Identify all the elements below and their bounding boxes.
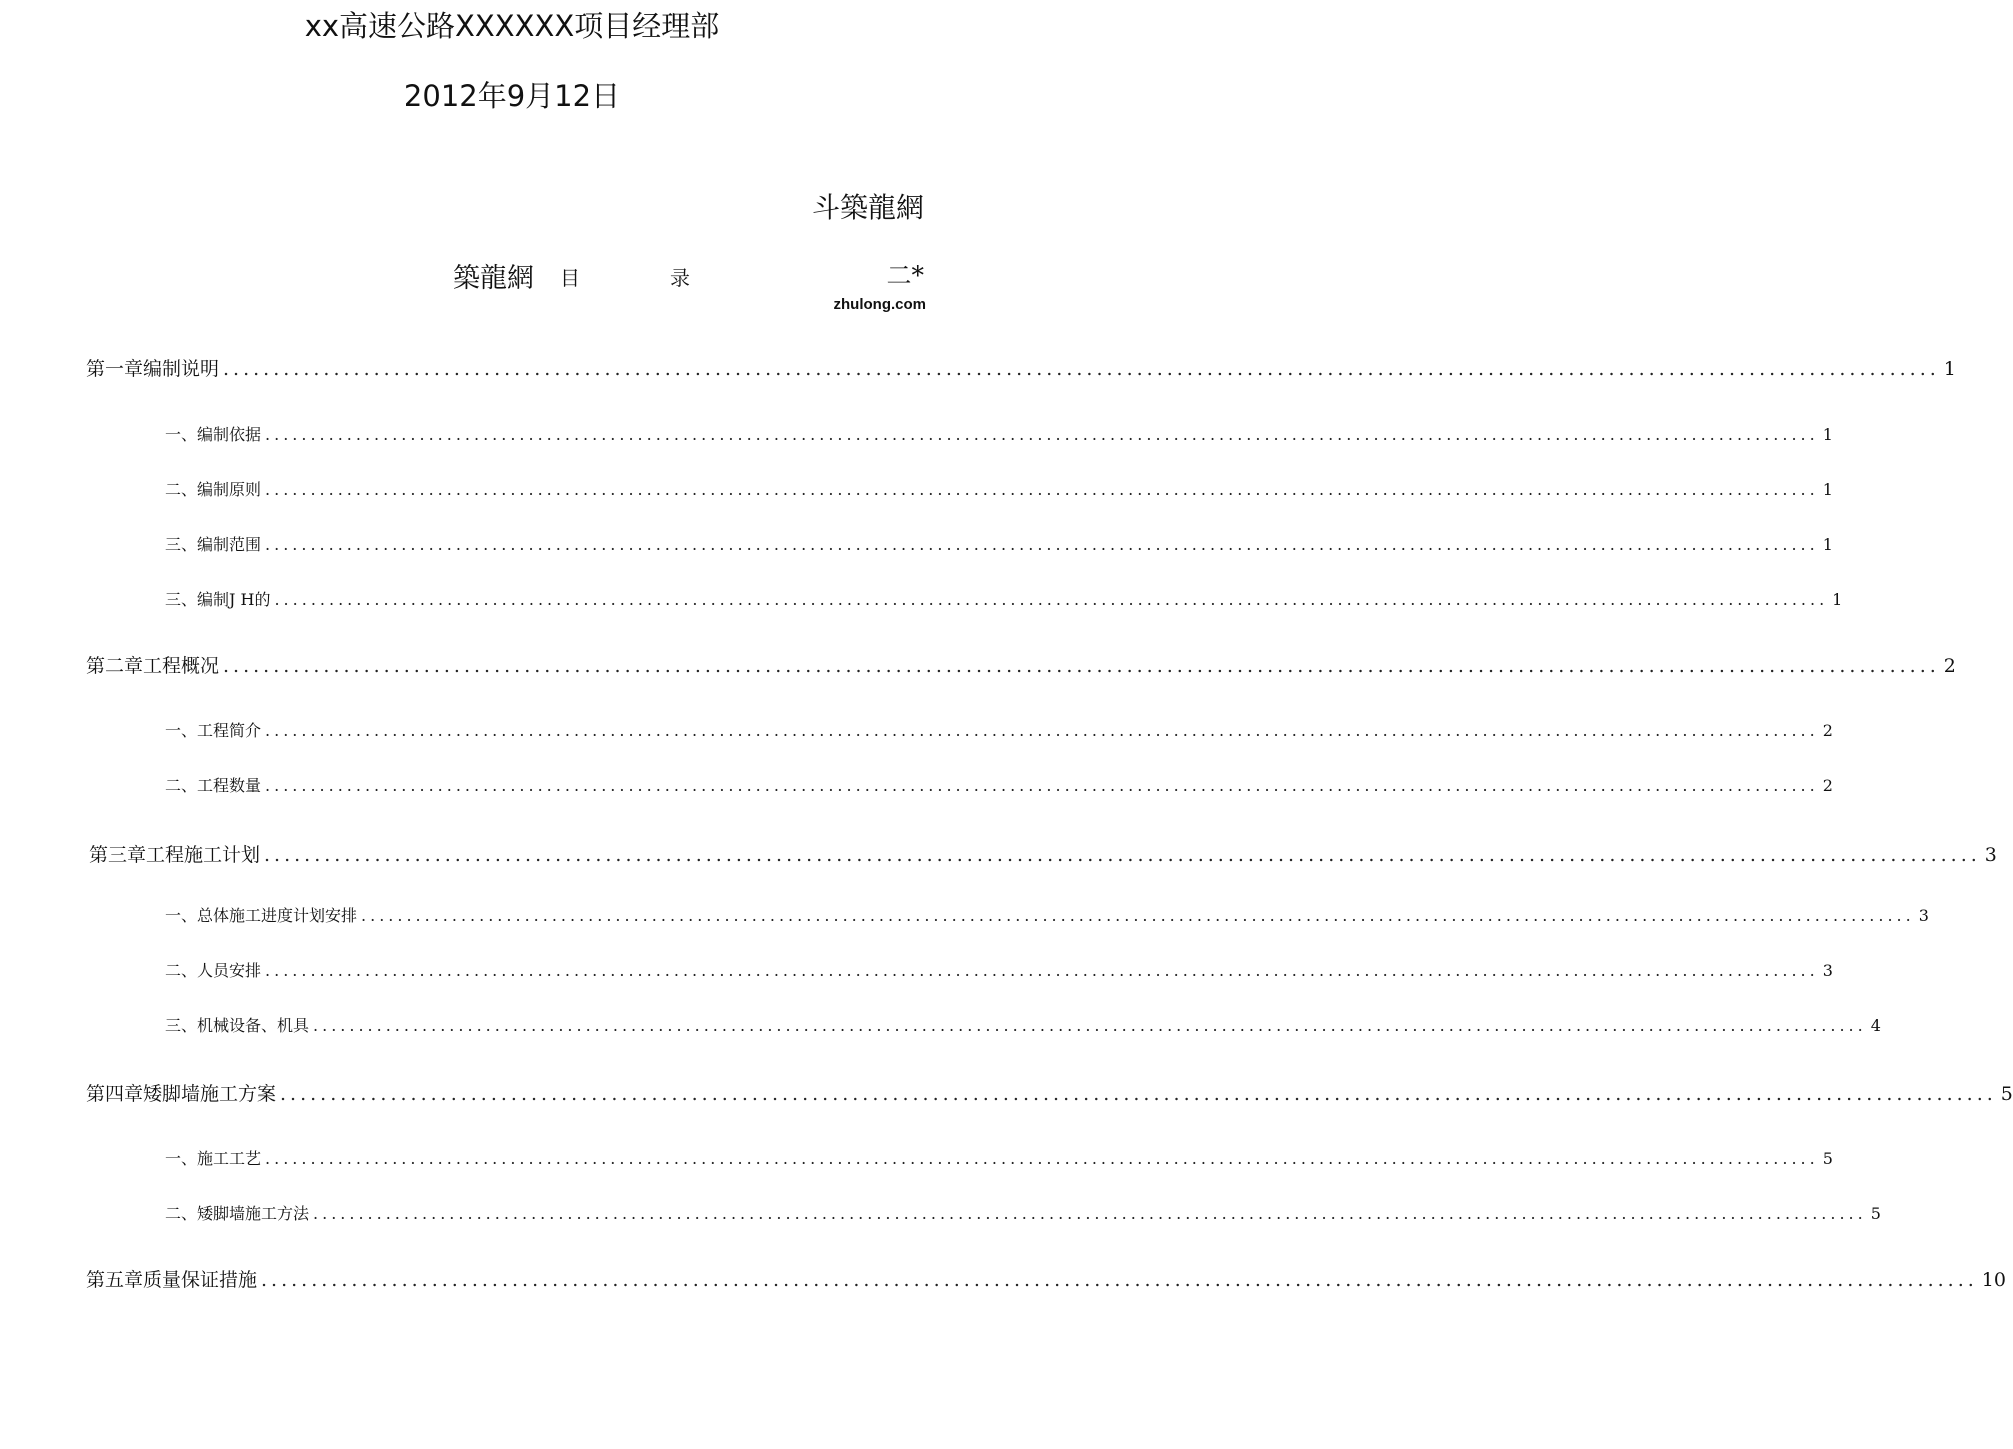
toc-chapter-row[interactable] (86, 1265, 2006, 1293)
toc-entry-label: 三、编制J H的 (165, 590, 271, 609)
toc-page-number: 3 (1984, 844, 1997, 866)
toc-entry-label: 第一章编制说明 (86, 358, 220, 380)
toc-dot-leader: ........................................................................................................................................................................... (361, 906, 1915, 925)
toc-page-number: 3 (1822, 961, 1833, 980)
toc-page-number: 1 (1822, 480, 1833, 499)
toc-page-number: 3 (1918, 906, 1929, 925)
org-title: xx高速公路XXXXXX项目经理部 (304, 9, 720, 43)
toc-dot-leader: ........................................................................................................................................................................... (265, 425, 1819, 444)
toc-entry-label: 二、人员安排 (165, 961, 262, 980)
toc-page-number: 5 (1822, 1149, 1833, 1168)
toc-page-number: 2 (1822, 721, 1833, 740)
toc-chapter-row[interactable] (86, 1079, 2013, 1107)
toc-dot-leader: ........................................................................................................................................................................... (261, 1269, 1978, 1291)
toc-entry-label: 第二章工程概况 (86, 655, 220, 677)
toc-dot-leader: ........................................................................................................................................................................... (280, 1083, 1997, 1105)
toc-page-number: 10 (1981, 1269, 2006, 1291)
toc-dot-leader: ........................................................................................................................................................................... (265, 1149, 1819, 1168)
toc-section-row[interactable] (165, 773, 1833, 801)
toc-entry-label: 第四章矮脚墙施工方案 (86, 1083, 277, 1105)
toc-section-row[interactable] (165, 532, 1833, 560)
toc-chapter-row[interactable] (89, 840, 1997, 868)
toc-section-row[interactable] (165, 477, 1833, 505)
toc-section-row[interactable] (165, 903, 1929, 931)
toc-dot-leader: ........................................................................................................................................................................... (265, 480, 1819, 499)
toc-entry-label: 一、工程简介 (165, 721, 262, 740)
watermark-top-right: 斗築龍網 (811, 191, 924, 224)
toc-entry-label: 二、矮脚墙施工方法 (165, 1204, 310, 1223)
toc-page-number: 4 (1870, 1016, 1881, 1035)
toc-dot-leader: ........................................................................................................................................................................... (265, 721, 1819, 740)
toc-entry-label: 第三章工程施工计划 (89, 844, 261, 866)
toc-page-number: 1 (1943, 358, 1956, 380)
toc-dot-leader: ........................................................................................................................................................................... (265, 961, 1819, 980)
toc-title-mu: 目 (560, 266, 580, 290)
toc-dot-leader: ........................................................................................................................................................................... (265, 535, 1819, 554)
watermark-mid-right: 二* (886, 261, 924, 290)
watermark-mid-left: 築龍網 (453, 263, 534, 294)
toc-page-number: 1 (1822, 535, 1833, 554)
watermark-site: zhulong.com (833, 296, 926, 313)
toc-entry-label: 二、编制原则 (165, 480, 262, 499)
toc-page-number: 1 (1822, 425, 1833, 444)
toc-entry-label: 一、总体施工进度计划安排 (165, 906, 358, 925)
toc-entry-label: 一、编制依据 (165, 425, 262, 444)
toc-section-row[interactable] (165, 718, 1833, 746)
toc-entry-label: 三、编制范围 (165, 535, 262, 554)
toc-dot-leader: ........................................................................................................................................................................... (264, 844, 1981, 866)
toc-dot-leader: ........................................................................................................................................................................... (274, 590, 1829, 609)
toc-page-number: 5 (2000, 1083, 2013, 1105)
toc-page-number: 2 (1943, 655, 1956, 677)
document-date: 2012年9月12日 (403, 79, 621, 113)
toc-title-lu: 录 (670, 266, 690, 290)
toc-dot-leader: ........................................................................................................................................................................... (313, 1016, 1867, 1035)
toc-chapter-row[interactable] (86, 651, 1956, 679)
toc-page-number: 5 (1870, 1204, 1881, 1223)
toc-page-number: 1 (1832, 590, 1843, 609)
toc-section-row[interactable] (165, 1146, 1833, 1174)
toc-entry-label: 三、机械设备、机具 (165, 1016, 310, 1035)
toc-dot-leader: ........................................................................................................................................................................... (265, 776, 1819, 795)
toc-entry-label: 二、工程数量 (165, 776, 262, 795)
toc-dot-leader: ........................................................................................................................................................................... (223, 655, 1940, 677)
toc-section-row[interactable] (165, 1013, 1881, 1041)
toc-section-row[interactable] (165, 1201, 1881, 1229)
toc-section-row[interactable] (165, 958, 1833, 986)
toc-entry-label: 第五章质量保证措施 (86, 1269, 258, 1291)
toc-page-number: 2 (1822, 776, 1833, 795)
toc-chapter-row[interactable] (86, 354, 1956, 382)
toc-dot-leader: ........................................................................................................................................................................... (223, 358, 1940, 380)
toc-section-row[interactable] (165, 422, 1833, 450)
toc-entry-label: 一、施工工艺 (165, 1149, 262, 1168)
toc-section-row[interactable] (165, 587, 1843, 615)
toc-dot-leader: ........................................................................................................................................................................... (313, 1204, 1867, 1223)
